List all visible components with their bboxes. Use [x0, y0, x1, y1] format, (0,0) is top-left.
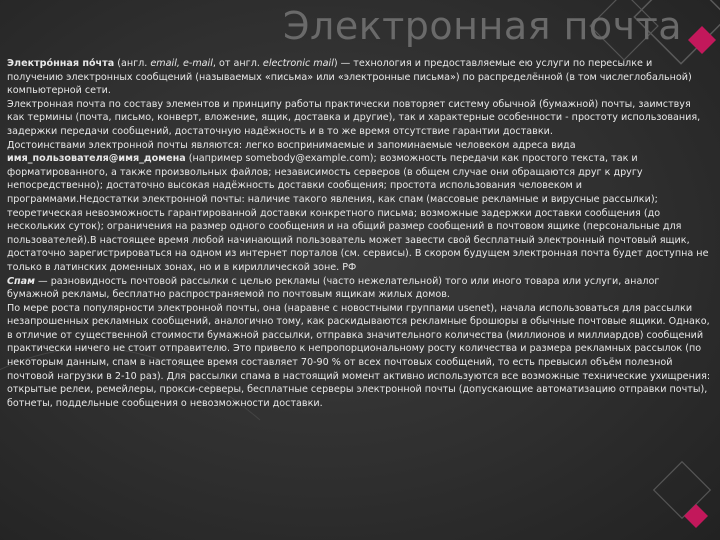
text-fragment: Достоинствами электронной почты являются: легко воспринимаемые и запоминаемые человеком адреса вида [7, 139, 576, 151]
slide-body [7, 57, 711, 410]
text-fragment: , от англ. [212, 58, 263, 69]
term-spam: Спам [7, 275, 35, 287]
text-fragment: ) — технология и предоставляемые ею услуги по пересылке и получению электронных сообщений (называемых «письма» или «электронные письма») по распределённой (в том числеглобальной) компьютерной сети. [7, 58, 692, 97]
paragraph-spam-growth: По мере роста популярности электронной почты, она (наравне с новостными группами usenet), начала использоваться для рассылки незапрошенных рекламных сообщений, аналогично тому, как раскидываются рекламные брошюры в обычные почтовые ящики. Однако, в отличие от существенной стоимости бумажной рассылки, отправка значительного количества (миллионов и миллиардов) сообщений практически ничего не стоит отправителю. Это привело к непропорциональному росту количества и размера рекламных рассылок (по некоторым данным, спам в настоящее время составляет 70-90 % от всех почтовых сообщений, то есть превысил объём полезной почтовой нагрузки в 2-10 раз). Для рассылки спама в настоящий момент активно используются все возможные технические ухищрения: открытые релеи, ремейлеры, прокси-серверы, бесплатные серверы электронной почты (допускающие автоматизацию отправки почты), ботнеты, поддельные сообщения о невозможности доставки. [7, 302, 711, 409]
english-term-email: email, e-mail [150, 58, 213, 69]
text-fragment: — разновидность почтовой рассылки с целью рекламы (часто нежелательной) того или иного товара или услуги, аналог бумажной рекламы, бесплатно распространяемой по почтовым ящикам жилых домов. [7, 275, 660, 301]
paragraph-comparison: Электронная почта по составу элементов и принципу работы практически повторяет систему обычной (бумажной) почты, заимствуя как термины (почта, письмо, конверт, вложение, ящик, доставка и другие), так и характерные особенности - простоту использования, задержки передачи сообщений, достаточную надёжность и в то же время отсутствие гарантии доставки. [7, 98, 701, 137]
text-fragment: (англ. [114, 58, 151, 69]
paragraph-definition [7, 57, 711, 98]
english-term-electronic-mail: electronic mail [262, 58, 334, 69]
paragraph-advantages [7, 139, 711, 275]
deco-magenta-diamond-bottom [684, 504, 708, 528]
address-format: имя_пользователя@имя_домена [7, 153, 186, 165]
term-email: Электро́нная по́чта [7, 58, 115, 69]
slide-title: Электронная почта [283, 4, 683, 48]
text-fragment: (например somebody@example.com); возможность передачи как простого текста, так и форматированного, а также произвольных файлов; независимость серверов (в общем случае они обращаются друг к другу непосредственно); достаточно высокая надёжность доставки сообщения; простота использования человеком и программами.Недостатки электронной почты: наличие такого явления, как спам (массовые рекламные и вирусные рассылки); теоретическая невозможность гарантированной доставки конкретного письма; возможные задержки доставки сообщения (до нескольких суток); ограничения на размер одного сообщения и на общий размер сообщений в почтовом ящике (персональные для пользователей).В настоящее время любой начинающий пользователь может завести свой бесплатный электронный почтовый ящик, достаточно зарегистрироваться на одном из интернет порталов (см. сервисы). В скором будущем электронная почта будет доступна не только в латинских доменных зонах, но и в кириллической зоне. РФ [7, 153, 709, 273]
paragraph-spam-definition [7, 275, 711, 302]
